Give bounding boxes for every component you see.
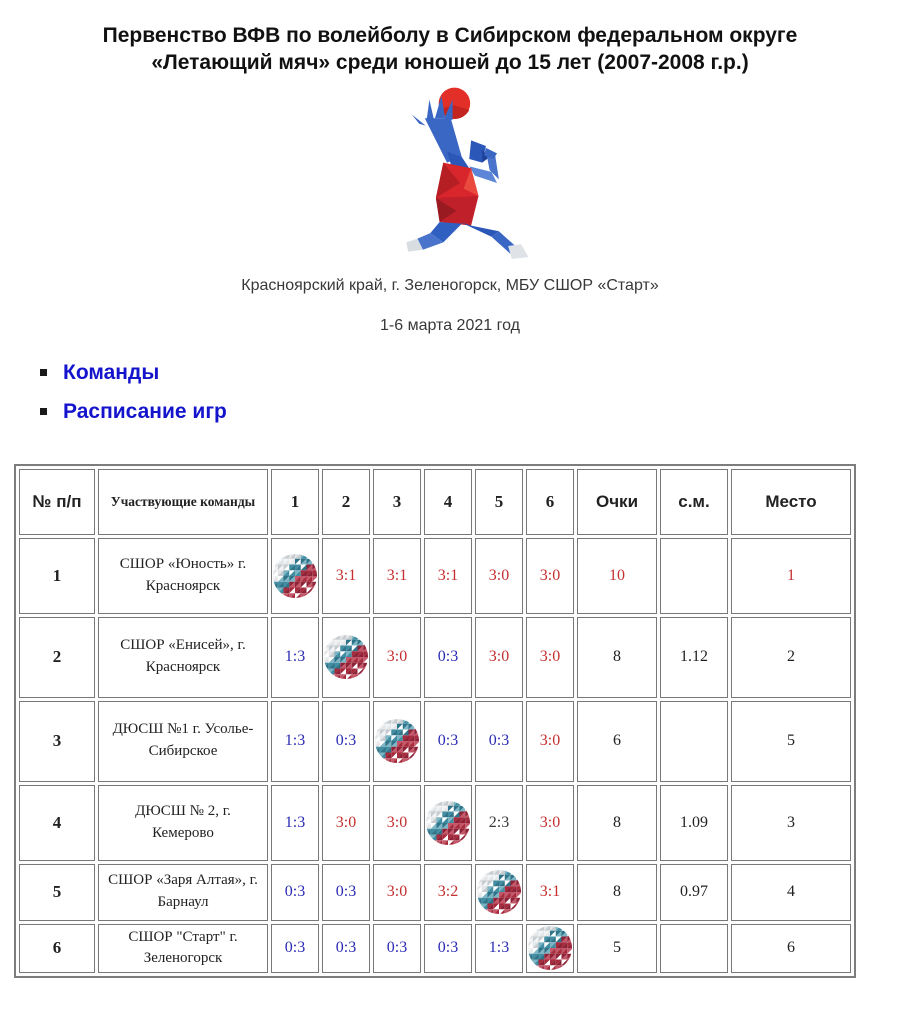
- set-ratio-cell: [660, 538, 728, 614]
- set-ratio-cell: [660, 701, 728, 782]
- place-cell: 3: [731, 785, 851, 861]
- match-score[interactable]: 0:3: [424, 701, 472, 782]
- points-cell: 8: [577, 864, 657, 921]
- match-score[interactable]: 0:3: [322, 864, 370, 921]
- col-header: Очки: [577, 469, 657, 535]
- team-name: СШОР "Старт" г. Зеленогорск: [98, 924, 268, 974]
- faceted-volleyball-logo-icon: [272, 553, 318, 599]
- self-match-cell: [424, 785, 472, 861]
- col-header: 4: [424, 469, 472, 535]
- match-score[interactable]: 3:2: [424, 864, 472, 921]
- match-score[interactable]: 0:3: [373, 924, 421, 974]
- faceted-volleyball-logo-icon: [323, 634, 369, 680]
- row-number: 3: [19, 701, 95, 782]
- match-score[interactable]: 1:3: [271, 617, 319, 698]
- volleyball-player-spike-icon: [334, 83, 566, 259]
- match-score[interactable]: 3:1: [322, 538, 370, 614]
- row-number: 1: [19, 538, 95, 614]
- col-header: с.м.: [660, 469, 728, 535]
- row-number: 6: [19, 924, 95, 974]
- match-score[interactable]: 3:0: [475, 617, 523, 698]
- table-row: [19, 701, 851, 782]
- table-row: [19, 924, 851, 974]
- row-number: 4: [19, 785, 95, 861]
- nav-list-item: [40, 361, 900, 385]
- page-title: [0, 22, 900, 77]
- team-name: СШОР «Юность» г. Красноярск: [98, 538, 268, 614]
- match-score[interactable]: 3:0: [373, 864, 421, 921]
- results-table: [14, 464, 856, 979]
- col-header: 5: [475, 469, 523, 535]
- match-score[interactable]: 0:3: [475, 701, 523, 782]
- match-score[interactable]: 3:0: [373, 617, 421, 698]
- match-score[interactable]: 0:3: [322, 924, 370, 974]
- match-score[interactable]: 3:0: [526, 617, 574, 698]
- self-match-cell: [475, 864, 523, 921]
- header-row: [19, 469, 851, 535]
- match-score[interactable]: 0:3: [322, 701, 370, 782]
- team-name: ДЮСШ №1 г. Усолье-Сибирское: [98, 701, 268, 782]
- team-name: СШОР «Заря Алтая», г. Барнаул: [98, 864, 268, 921]
- points-cell: 8: [577, 785, 657, 861]
- col-header: 6: [526, 469, 574, 535]
- nav-list-item: [40, 400, 900, 424]
- place-cell: 1: [731, 538, 851, 614]
- col-header: № п/п: [19, 469, 95, 535]
- col-header: 2: [322, 469, 370, 535]
- match-score[interactable]: 3:1: [424, 538, 472, 614]
- match-score[interactable]: 0:3: [271, 924, 319, 974]
- points-cell: 10: [577, 538, 657, 614]
- schedule-link[interactable]: Расписание игр: [63, 399, 227, 423]
- self-match-cell: [373, 701, 421, 782]
- match-score[interactable]: 2:3: [475, 785, 523, 861]
- table-row: [19, 538, 851, 614]
- dates-text: 1-6 марта 2021 год: [380, 316, 520, 334]
- points-cell: 5: [577, 924, 657, 974]
- row-number: 5: [19, 864, 95, 921]
- teams-link[interactable]: Команды: [63, 360, 160, 384]
- match-score[interactable]: 0:3: [424, 617, 472, 698]
- faceted-volleyball-logo-icon: [374, 718, 420, 764]
- team-name: СШОР «Енисей», г. Красноярск: [98, 617, 268, 698]
- match-score[interactable]: 3:0: [373, 785, 421, 861]
- place-cell: 2: [731, 617, 851, 698]
- table-row: [19, 785, 851, 861]
- match-score[interactable]: 3:1: [526, 864, 574, 921]
- title-line-1: Первенство ВФВ по волейболу в Сибирском федеральном округе: [102, 24, 798, 47]
- square-bullet-icon: [40, 408, 47, 415]
- title-line-2: «Летающий мяч» среди юношей до 15 лет (2007-2008 г.р.): [151, 51, 749, 75]
- match-score[interactable]: 1:3: [271, 701, 319, 782]
- match-score[interactable]: 3:0: [322, 785, 370, 861]
- square-bullet-icon: [40, 369, 47, 376]
- venue-text: Красноярский край, г. Зеленогорск, МБУ СШОР «Старт»: [241, 276, 659, 294]
- col-header: 1: [271, 469, 319, 535]
- set-ratio-cell: 1.09: [660, 785, 728, 861]
- set-ratio-cell: 0.97: [660, 864, 728, 921]
- place-cell: 6: [731, 924, 851, 974]
- match-score[interactable]: 3:0: [475, 538, 523, 614]
- match-score[interactable]: 0:3: [271, 864, 319, 921]
- match-score[interactable]: 3:0: [526, 538, 574, 614]
- table-row: [19, 617, 851, 698]
- team-name: ДЮСШ № 2, г. Кемерово: [98, 785, 268, 861]
- nav-links: [40, 361, 900, 424]
- place-cell: 5: [731, 701, 851, 782]
- volleyball-player-illustration: [0, 83, 900, 261]
- col-header: 3: [373, 469, 421, 535]
- set-ratio-cell: [660, 924, 728, 974]
- col-header: Место: [731, 469, 851, 535]
- col-header: Участвующие команды: [98, 469, 268, 535]
- set-ratio-cell: 1.12: [660, 617, 728, 698]
- match-score[interactable]: 3:0: [526, 785, 574, 861]
- points-cell: 6: [577, 701, 657, 782]
- points-cell: 8: [577, 617, 657, 698]
- self-match-cell: [526, 924, 574, 974]
- faceted-volleyball-logo-icon: [476, 869, 522, 915]
- self-match-cell: [271, 538, 319, 614]
- row-number: 2: [19, 617, 95, 698]
- match-score[interactable]: 1:3: [271, 785, 319, 861]
- match-score[interactable]: 1:3: [475, 924, 523, 974]
- match-score[interactable]: 3:1: [373, 538, 421, 614]
- place-cell: 4: [731, 864, 851, 921]
- table-row: [19, 864, 851, 921]
- self-match-cell: [322, 617, 370, 698]
- faceted-volleyball-logo-icon: [527, 925, 573, 971]
- faceted-volleyball-logo-icon: [425, 800, 471, 846]
- match-score[interactable]: 0:3: [424, 924, 472, 974]
- match-score[interactable]: 3:0: [526, 701, 574, 782]
